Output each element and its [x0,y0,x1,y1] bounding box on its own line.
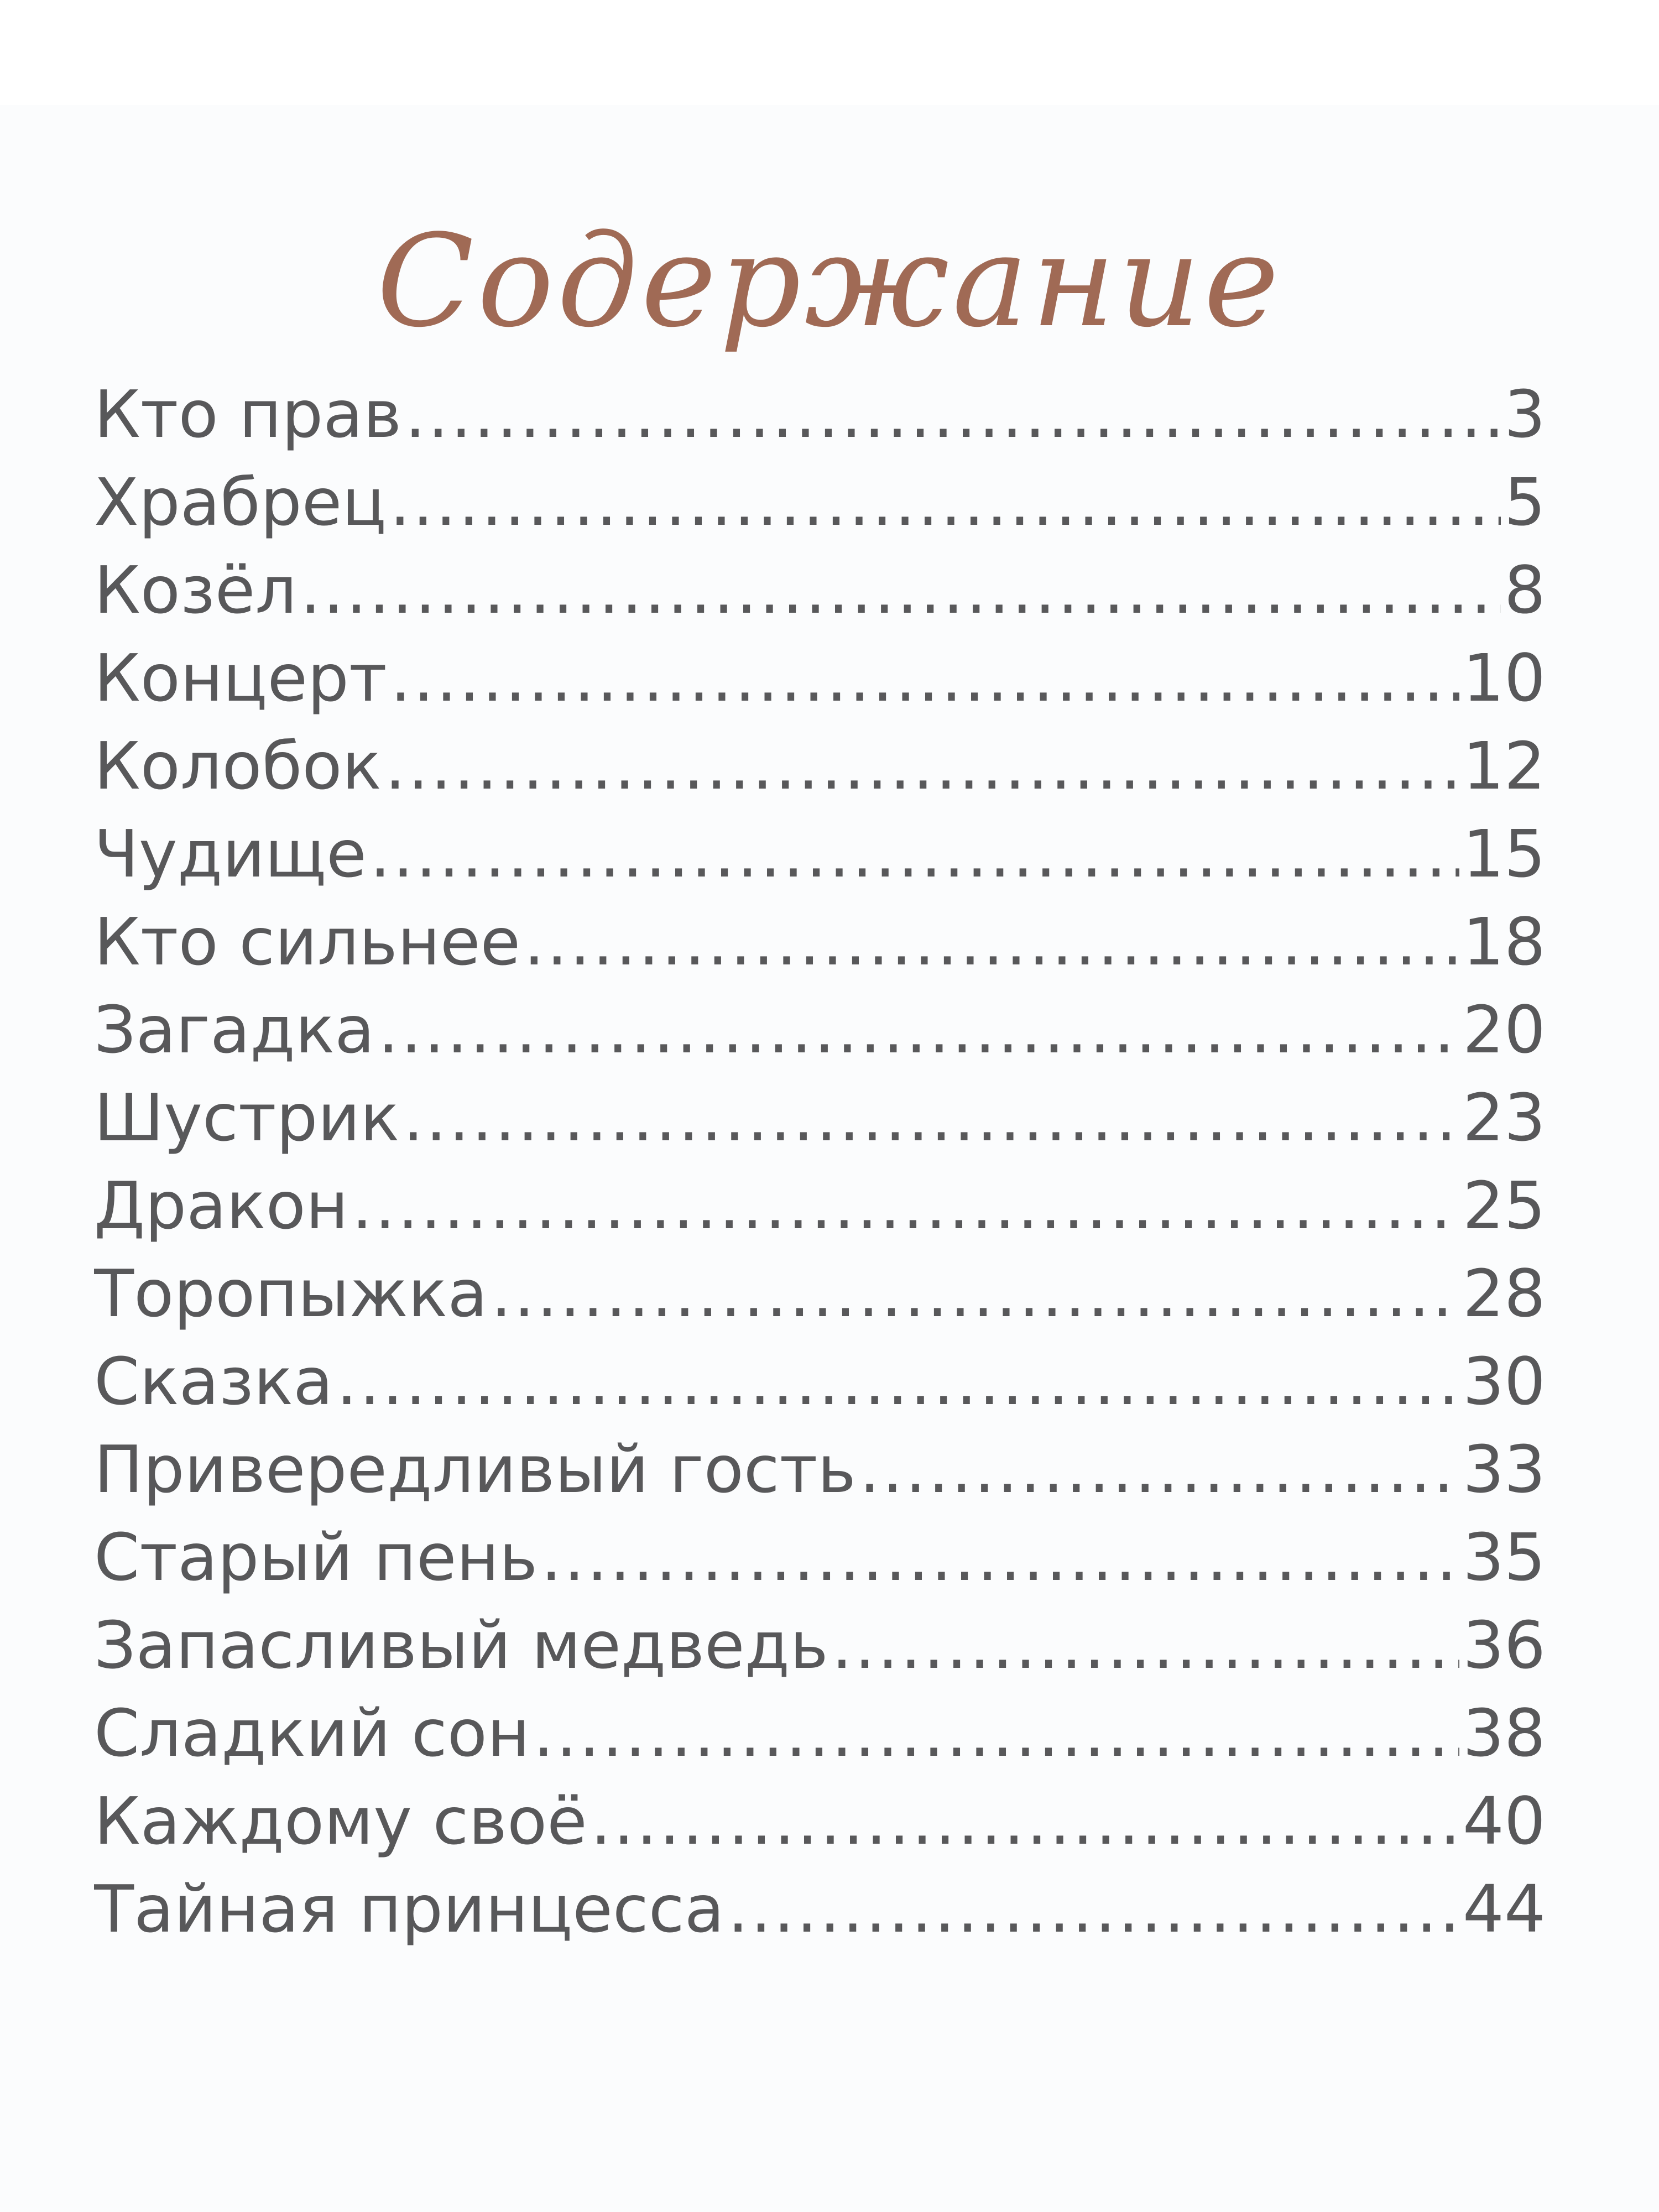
toc-leader-dots [405,376,1501,452]
toc-entry-title: Сказка [94,1343,333,1420]
toc-leader-dots [352,1167,1459,1244]
toc-entry-page: 35 [1462,1519,1546,1595]
toc-leader-dots [370,816,1459,892]
toc-leader-dots [859,1431,1459,1507]
toc-entry [94,1431,1546,1519]
toc-entry [94,1695,1546,1783]
toc-entry-page: 15 [1462,816,1546,892]
toc-entry-title: Старый пень [94,1519,538,1595]
toc-entry [94,816,1546,904]
toc-entry-page: 30 [1462,1343,1546,1420]
toc-entry [94,1783,1546,1871]
toc-entry [94,1079,1546,1167]
toc-entry-title: Сладкий сон [94,1695,530,1771]
contents-heading: Содержание [377,208,1282,356]
toc-entry-title: Каждому своё [94,1783,587,1859]
toc-leader-dots [336,1343,1459,1420]
toc-entry-page: 33 [1462,1431,1546,1507]
toc-entry-page: 36 [1462,1607,1546,1683]
toc-leader-dots [378,992,1459,1068]
toc-entry [94,904,1546,992]
toc-leader-dots [403,1079,1459,1156]
toc-leader-dots [390,464,1501,540]
toc-entry-title: Привередливый гость [94,1431,856,1507]
toc-entry [94,376,1546,464]
toc-leader-dots [385,728,1459,804]
toc-entry [94,1871,1546,1959]
toc-entry-title: Кто прав [94,376,402,452]
toc-entry-title: Чудище [94,816,367,892]
toc-entry [94,552,1546,640]
toc-entry [94,1167,1546,1255]
toc-entry [94,1519,1546,1607]
toc-entry-title: Запасливый медведь [94,1607,828,1683]
toc-leader-dots [591,1783,1459,1859]
toc-entry-page: 20 [1462,992,1546,1068]
toc-entry [94,464,1546,552]
toc-entry-page: 3 [1504,376,1546,452]
toc-entry-title: Козёл [94,552,297,628]
toc-entry-page: 5 [1504,464,1546,540]
toc-entry [94,1255,1546,1343]
toc-leader-dots [728,1871,1459,1947]
toc-entry-page: 28 [1462,1255,1546,1332]
toc-entry [94,992,1546,1079]
toc-entry-title: Загадка [94,992,375,1068]
toc-entry-title: Дракон [94,1167,349,1244]
toc-entry-page: 12 [1462,728,1546,804]
toc-leader-dots [533,1695,1459,1771]
toc-entry-title: Колобок [94,728,382,804]
toc-leader-dots [390,640,1459,716]
toc-entry-page: 8 [1504,552,1546,628]
toc-leader-dots [491,1255,1459,1332]
toc-entry-title: Концерт [94,640,387,716]
toc-entry-page: 25 [1462,1167,1546,1244]
toc-entry [94,1607,1546,1695]
toc-entry [94,640,1546,728]
toc-entry-page: 10 [1462,640,1546,716]
toc-entry-title: Кто сильнее [94,904,521,980]
toc-leader-dots [300,552,1501,628]
toc-entry-title: Торопыжка [94,1255,488,1332]
toc-entry-page: 18 [1462,904,1546,980]
toc-entry-page: 38 [1462,1695,1546,1771]
toc-entry-page: 23 [1462,1079,1546,1156]
toc-entry [94,1343,1546,1431]
toc-entry-title: Тайная принцесса [94,1871,724,1947]
toc-leader-dots [524,904,1459,980]
toc-entry-page: 40 [1462,1783,1546,1859]
toc-entry-page: 44 [1462,1871,1546,1947]
toc-entry-title: Шустрик [94,1079,400,1156]
toc-leader-dots [541,1519,1459,1595]
toc-entry [94,728,1546,816]
toc-entry-title: Храбрец [94,464,387,540]
table-of-contents [94,376,1546,1959]
page-margin [0,0,1659,105]
toc-leader-dots [832,1607,1459,1683]
